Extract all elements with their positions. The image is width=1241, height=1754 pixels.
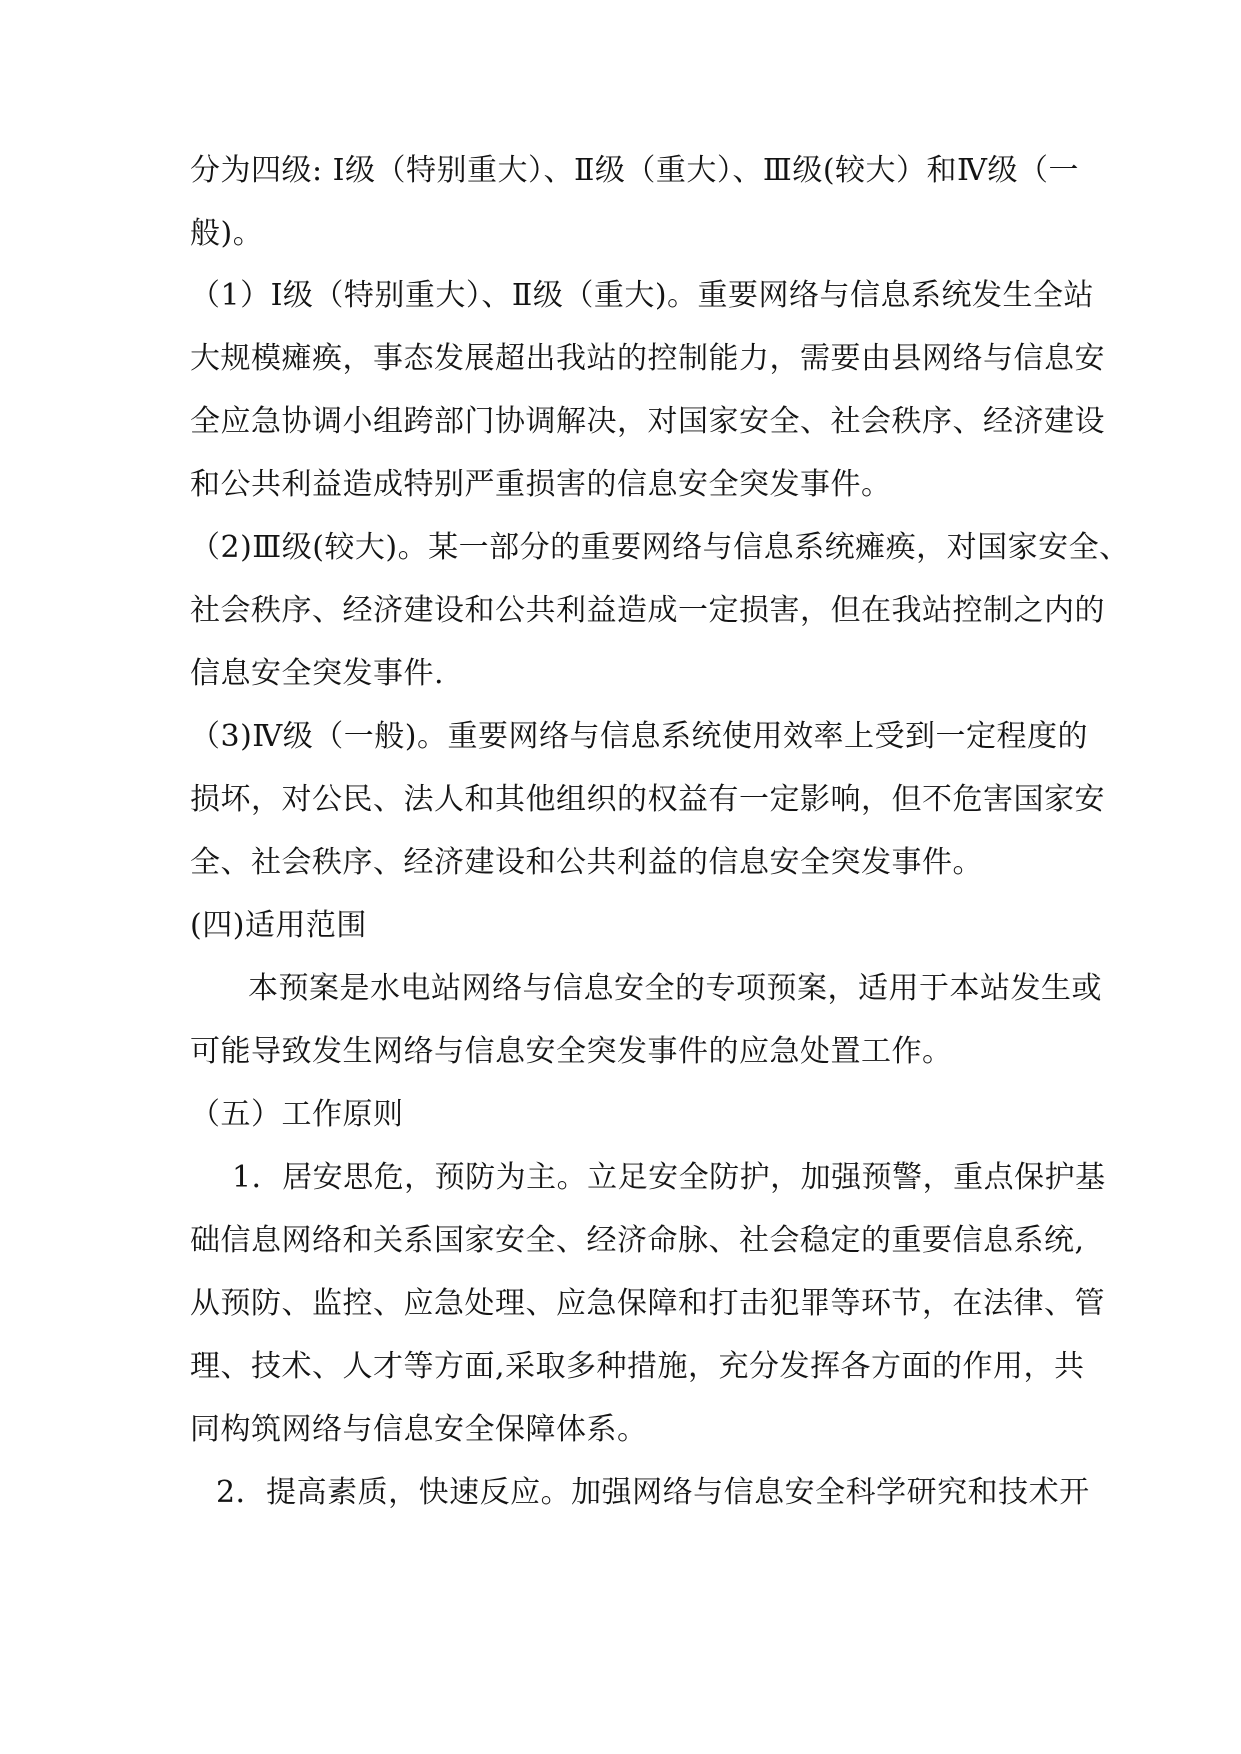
body-line: （1）Ⅰ级（特别重大）、Ⅱ级（重大)。重要网络与信息系统发生全站 bbox=[190, 278, 1095, 313]
body-line: 全应急协调小组跨部门协调解决，对国家安全、社会秩序、经济建设 bbox=[190, 404, 1105, 439]
body-line: 从预防、监控、应急处理、应急保障和打击犯罪等环节，在法律、管 bbox=[190, 1286, 1105, 1321]
body-line: 2．提高素质，快速反应。加强网络与信息安全科学研究和技术开 bbox=[216, 1475, 1090, 1510]
body-line: 般)。 bbox=[190, 216, 264, 251]
body-line: （2)Ⅲ级(较大)。某一部分的重要网络与信息系统瘫痪，对国家安全、 bbox=[190, 530, 1130, 565]
body-line: 信息安全突发事件. bbox=[190, 656, 445, 691]
body-line: 和公共利益造成特别严重损害的信息安全突发事件。 bbox=[190, 467, 892, 502]
body-line: 1．居安思危，预防为主。立足安全防护，加强预警，重点保护基 bbox=[232, 1160, 1106, 1195]
body-line: （3)Ⅳ级（一般)。重要网络与信息系统使用效率上受到一定程度的 bbox=[190, 719, 1088, 754]
section-heading-scope: (四)适用范围 bbox=[190, 908, 367, 943]
body-line: 大规模瘫痪，事态发展超出我站的控制能力，需要由县网络与信息安 bbox=[190, 341, 1105, 376]
body-line: 社会秩序、经济建设和公共利益造成一定损害，但在我站控制之内的 bbox=[190, 593, 1105, 628]
body-line: 分为四级: Ⅰ级（特别重大）、Ⅱ级（重大）、Ⅲ级(较大）和Ⅳ级（一 bbox=[190, 153, 1079, 188]
body-line: 同构筑网络与信息安全保障体系。 bbox=[190, 1412, 648, 1447]
section-heading-principles: （五）工作原则 bbox=[190, 1097, 404, 1132]
body-line: 本预案是水电站网络与信息安全的专项预案，适用于本站发生或 bbox=[248, 971, 1102, 1006]
body-line: 理、技术、人才等方面,采取多种措施，充分发挥各方面的作用，共 bbox=[190, 1349, 1085, 1384]
body-line: 全、社会秩序、经济建设和公共利益的信息安全突发事件。 bbox=[190, 845, 983, 880]
body-line: 损坏，对公民、法人和其他组织的权益有一定影响，但不危害国家安 bbox=[190, 782, 1105, 817]
body-line: 可能导致发生网络与信息安全突发事件的应急处置工作。 bbox=[190, 1034, 953, 1069]
body-line: 础信息网络和关系国家安全、经济命脉、社会稳定的重要信息系统, bbox=[190, 1223, 1085, 1258]
